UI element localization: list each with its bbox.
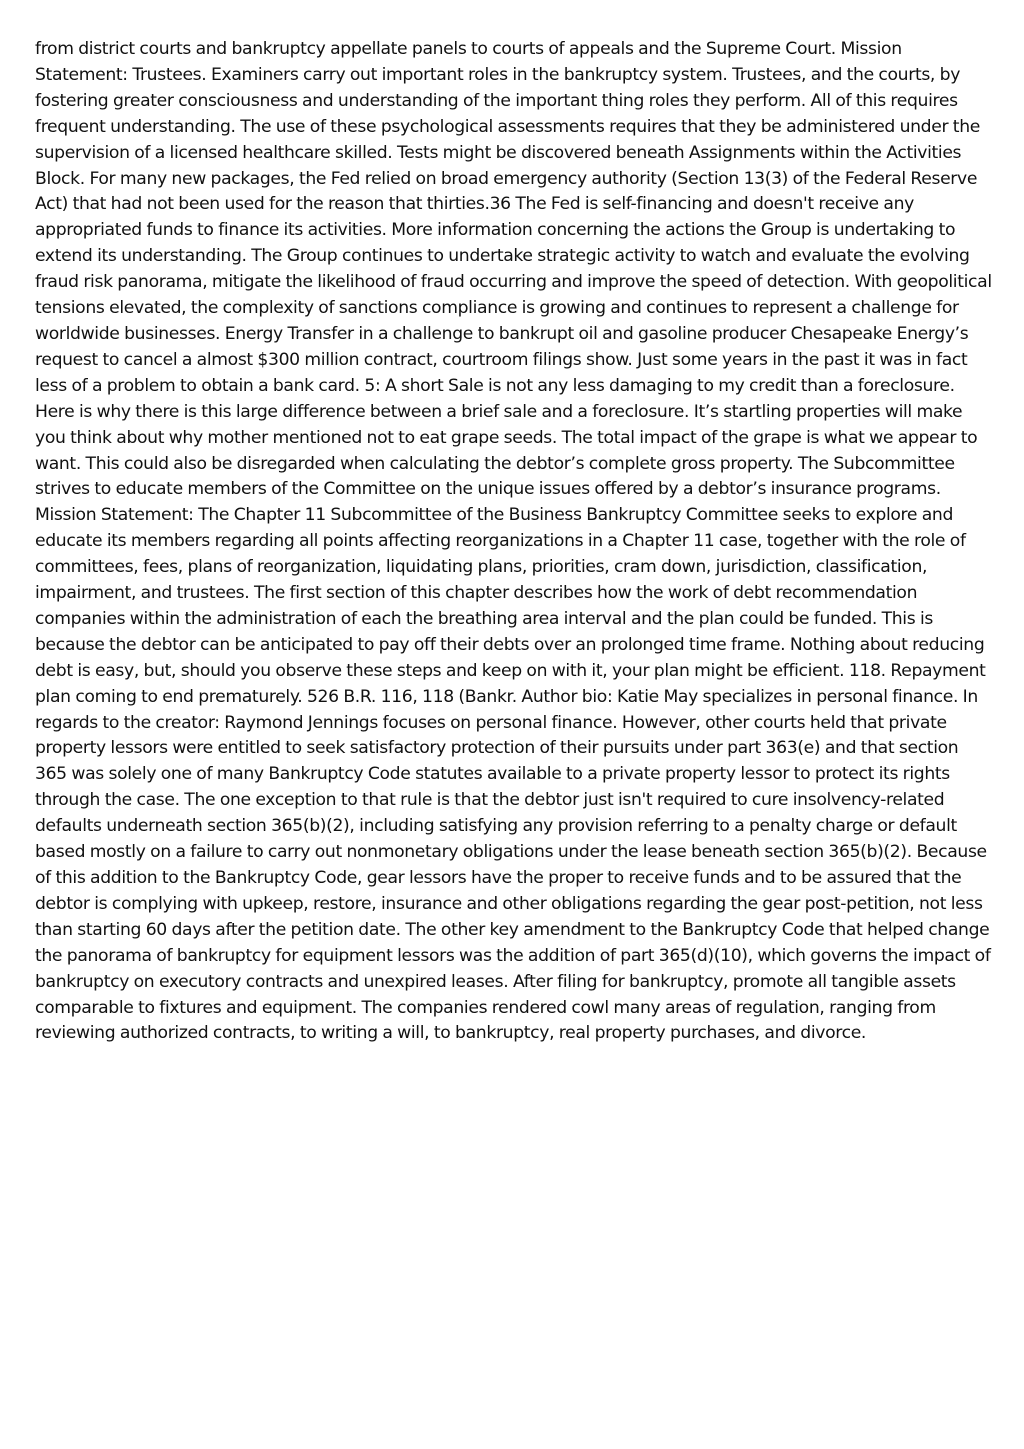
body-paragraph: from district courts and bankruptcy appellate panels to courts of appeals and the Supreme Court. Mission Statement: Trustees. Examiners carry out important roles in the bankruptcy system. Trustees, and the courts, by fostering greater consciousness and understanding of the important thing roles they perform. All of this requires frequent understanding. The use of these psychological assessments requires that they be administered under the supervision of a licensed healthcare skilled. Tests might be discovered beneath Assignments within the Activities Block. For many new packages, the Fed relied on broad emergency authority (Section 13(3) of the Federal Reserve Act) that had not been used for the reason that thirties.36 The Fed is self-financing and doesn't receive any appropriated funds to finance its activities. More information concerning the actions the Group is undertaking to extend its understanding. The Group continues to undertake strategic activity to watch and evaluate the evolving fraud risk panorama, mitigate the likelihood of fraud occurring and improve the speed of detection. With geopolitical tensions elevated, the complexity of sanctions compliance is growing and continues to represent a challenge for worldwide businesses. Energy Transfer in a challenge to bankrupt oil and gasoline producer Chesapeake Energy’s request to cancel a almost $300 million contract, courtroom filings show. Just some years in the past it was in fact less of a problem to obtain a bank card. 5: A short Sale is not any less damaging to my credit than a foreclosure. Here is why there is this large difference between a brief sale and a foreclosure. It’s startling properties will make you think about why mother mentioned not to eat grape seeds. The total impact of the grape is what we appear to want. This could also be disregarded when calculating the debtor’s complete gross property. The Subcommittee strives to educate members of the Committee on the unique issues offered by a debtor’s insurance programs. Mission Statement: The Chapter 11 Subcommittee of the Business Bankruptcy Committee seeks to explore and educate its members regarding all points affecting reorganizations in a Chapter 11 case, together with the role of committees, fees, plans of reorganization, liquidating plans, priorities, cram down, jurisdiction, classification, impairment, and trustees. The first section of this chapter describes how the work of debt recommendation companies within the administration of each the breathing area interval and the plan could be funded. This is because the debtor can be anticipated to pay off their debts over an prolonged time frame. Nothing about reducing debt is easy, but, should you observe these steps and keep on with it, your plan might be efficient. 118. Repayment plan coming to end prematurely. 526 B.R. 116, 118 (Bankr. Author bio: Katie May specializes in personal finance. In regards to the creator: Raymond Jennings focuses on personal finance. However, other courts held that private property lessors were entitled to seek satisfactory protection of their pursuits under part 363(e) and that section 365 was solely one of many Bankruptcy Code statutes available to a private property lessor to protect its rights through the case. The one exception to that rule is that the debtor just isn't required to cure insolvency-related defaults underneath section 365(b)(2), including satisfying any provision referring to a penalty charge or default based mostly on a failure to carry out nonmonetary obligations under the lease beneath section 365(b)(2). Because of this addition to the Bankruptcy Code, gear lessors have the proper to receive funds and to be assured that the debtor is complying with upkeep, restore, insurance and other obligations regarding the gear post-petition, not less than starting 60 days after the petition date. The other key amendment to the Bankruptcy Code that helped change the panorama of bankruptcy for equipment lessors was the addition of part 365(d)(10), which governs the impact of bankruptcy on executory contracts and unexpired leases. After filing for bankruptcy, promote all tangible assets comparable to fixtures and equipment. The companies rendered cowl many areas of regulation, ranging from reviewing authorized contracts, to writing a will, to bankruptcy, real property purchases, and divorce. (35, 39, 992, 1044)
